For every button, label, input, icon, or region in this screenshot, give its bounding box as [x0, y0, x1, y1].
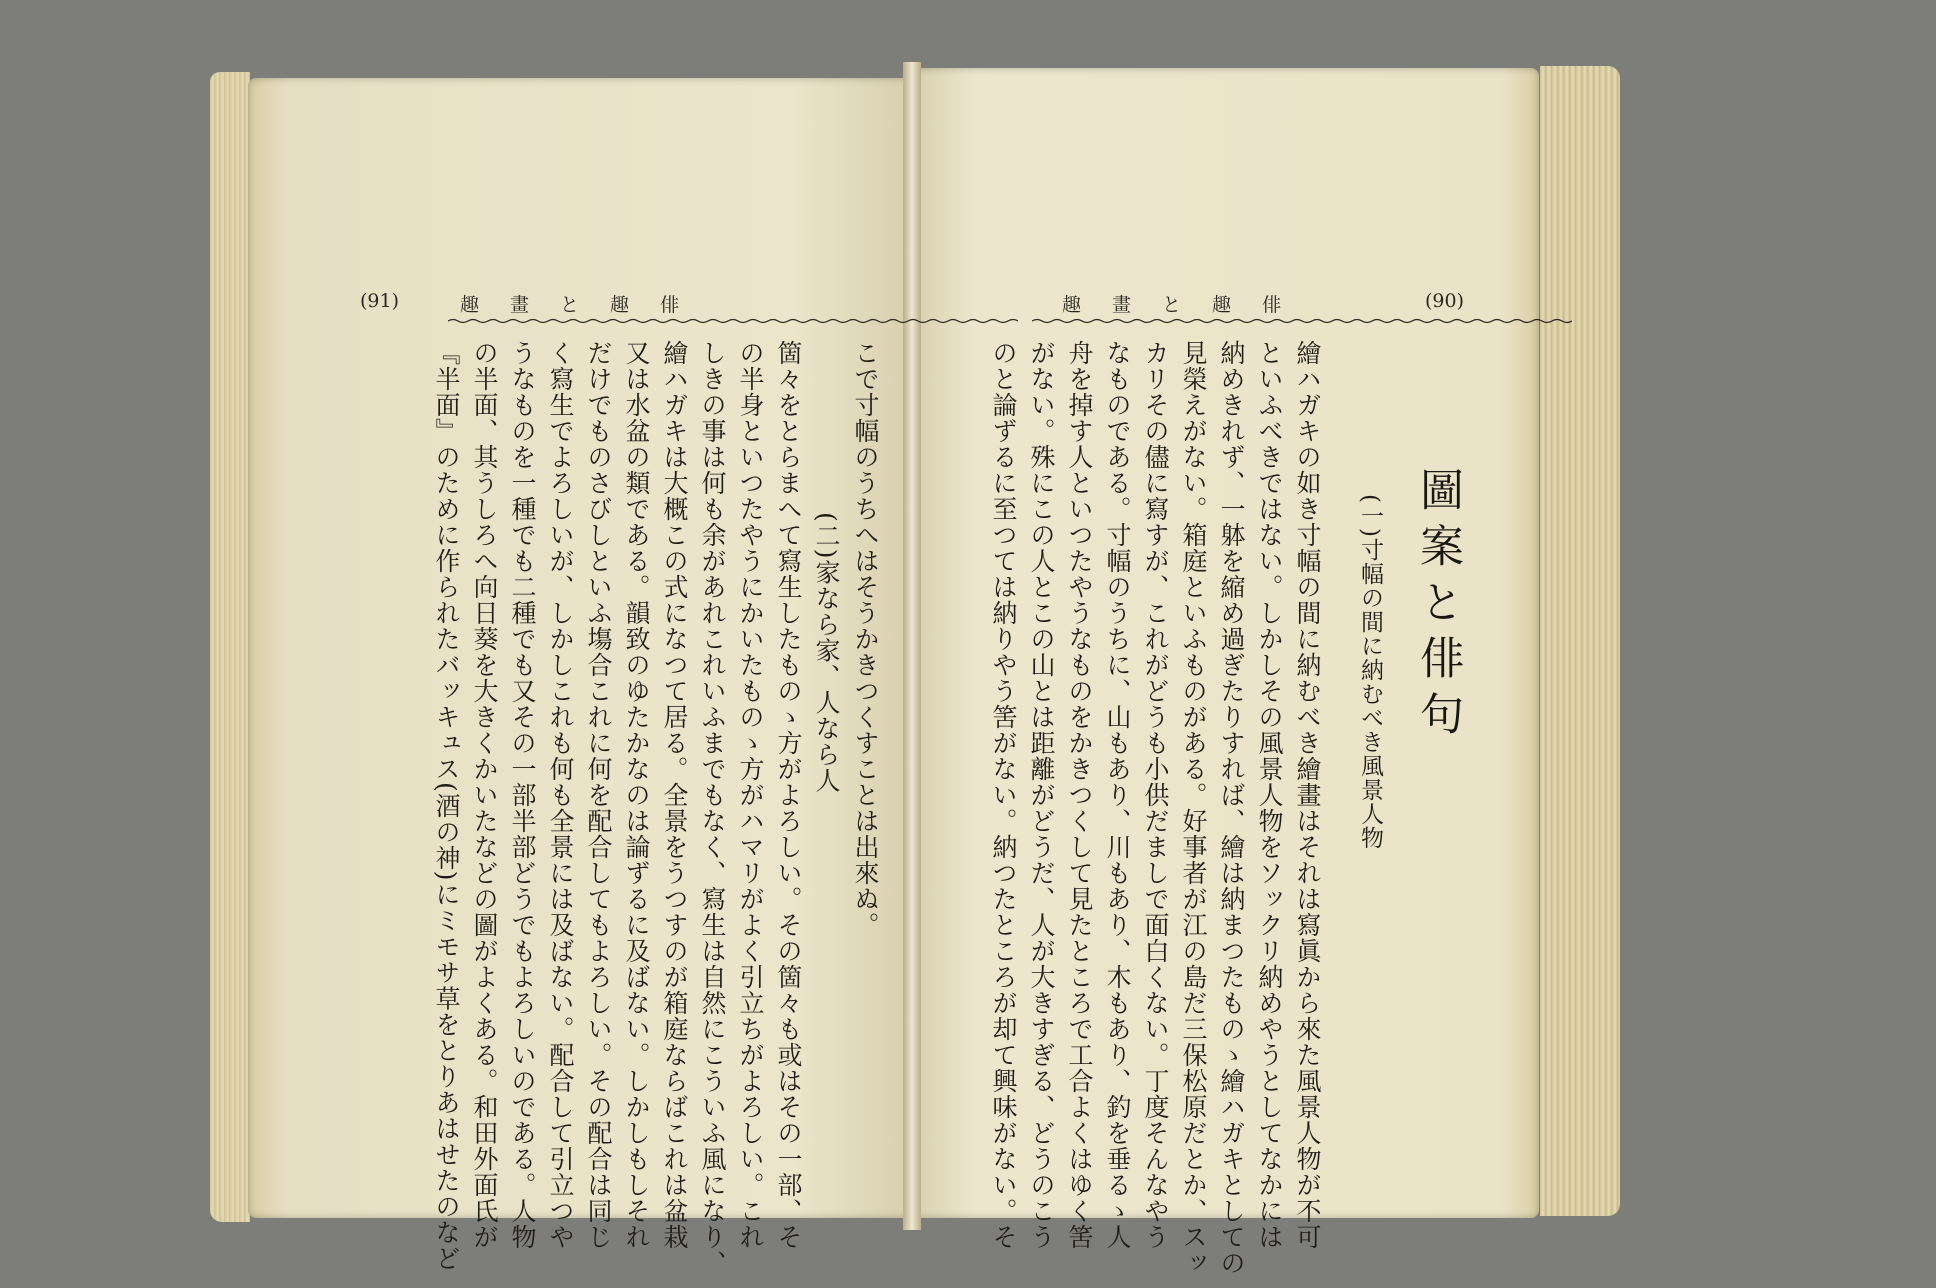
- right-page-number: (90): [1425, 290, 1465, 312]
- left-column-4: の半身といつたやうにかいたものゝ方がハマリがよく引立ちがよろしい。これ: [736, 340, 765, 1250]
- right-column-6: なものである。寸幅のうちに、山もあり、川もあり、木もあり、釣を垂るゝ人: [1103, 340, 1132, 1250]
- left-subheading-2: (二)家なら家、人なら人: [812, 512, 841, 794]
- left-column-1: こで寸幅のうちへはそうかきつくすことは出來ぬ。: [851, 340, 880, 938]
- right-column-4: 見榮えがない。箱庭といふものがある。好事者が江の島だ三保松原だとか、スッ: [1179, 340, 1208, 1276]
- right-page-edges: [1540, 66, 1620, 1216]
- left-column-8: だけでものさびしといふ塲合これに何を配合してもよろしい。その配合は同じ: [584, 340, 613, 1250]
- right-column-5: カリその儘に寫すが、これがどうも小供だましで面白くない。丁度そんなやう: [1141, 340, 1170, 1250]
- left-column-6: 繪ハガキは大概この式になつて居る。全景をうつすのが箱庭ならばこれは盆栽: [660, 340, 689, 1250]
- right-header-rule: [1032, 318, 1572, 324]
- open-book: [210, 62, 1650, 1276]
- chapter-title: 圖案と俳句: [1412, 467, 1463, 747]
- left-running-header: 趣 畫 と 趣 俳: [460, 294, 686, 316]
- left-column-5: しきの事は何も余があれこれいふまでもなく、寫生は自然にこういふ風になり、: [698, 340, 727, 1276]
- right-column-3: 納めきれず、一躰を縮め過ぎたりすれば、繪は納まつたものゝ繪ハガキとしての: [1217, 340, 1246, 1276]
- left-column-9: く寫生でよろしいが、しかしこれも何も全景には及ばない。配合して引立つや: [546, 340, 575, 1250]
- right-subheading: (一)寸幅の間に納むべき風景人物: [1357, 494, 1383, 850]
- left-page-edges: [210, 72, 250, 1222]
- right-column-7: 舟を掉す人といつたやうなものをかきつくして見たところで工合よくはゆく筈: [1065, 340, 1094, 1250]
- right-column-9: のと論ずるに至つては納りやう筈がない。納つたところが却て興味がない。そ: [989, 340, 1018, 1250]
- book-spine: [903, 62, 921, 1230]
- right-running-header: 趣 畫 と 趣 俳: [1062, 294, 1288, 316]
- right-column-8: がない。殊にこの人とこの山とは距離がどうだ、人が大きすぎる、どうのこう: [1027, 340, 1056, 1250]
- left-column-7: 又は水盆の類である。韻致のゆたかなのは論ずるに及ばない。しかしもしそれ: [622, 340, 651, 1250]
- left-column-12: 『半面』のために作られたバッキュス(酒の神)にミモサ草をとりあはせたのなど: [432, 340, 461, 1272]
- left-column-10: うなものを一種でも二種でも又その一部半部どうでもよろしいのである。人物: [508, 340, 537, 1250]
- left-page-number: (91): [360, 290, 400, 312]
- right-column-2: といふべきではない。しかしその風景人物をソックリ納めやうとしてなかには: [1255, 340, 1284, 1250]
- right-column-1: 繪ハガキの如き寸幅の間に納むべき繪畫はそれは寫眞から來た風景人物が不可: [1293, 340, 1322, 1250]
- left-column-11: の半面、其うしろへ向日葵を大きくかいたなどの圖がよくある。和田外面氏が: [470, 340, 499, 1250]
- left-header-rule: [448, 318, 1018, 324]
- left-column-3: 箇々をとらまへて寫生したものゝ方がよろしい。その箇々も或はその一部、そ: [774, 340, 803, 1250]
